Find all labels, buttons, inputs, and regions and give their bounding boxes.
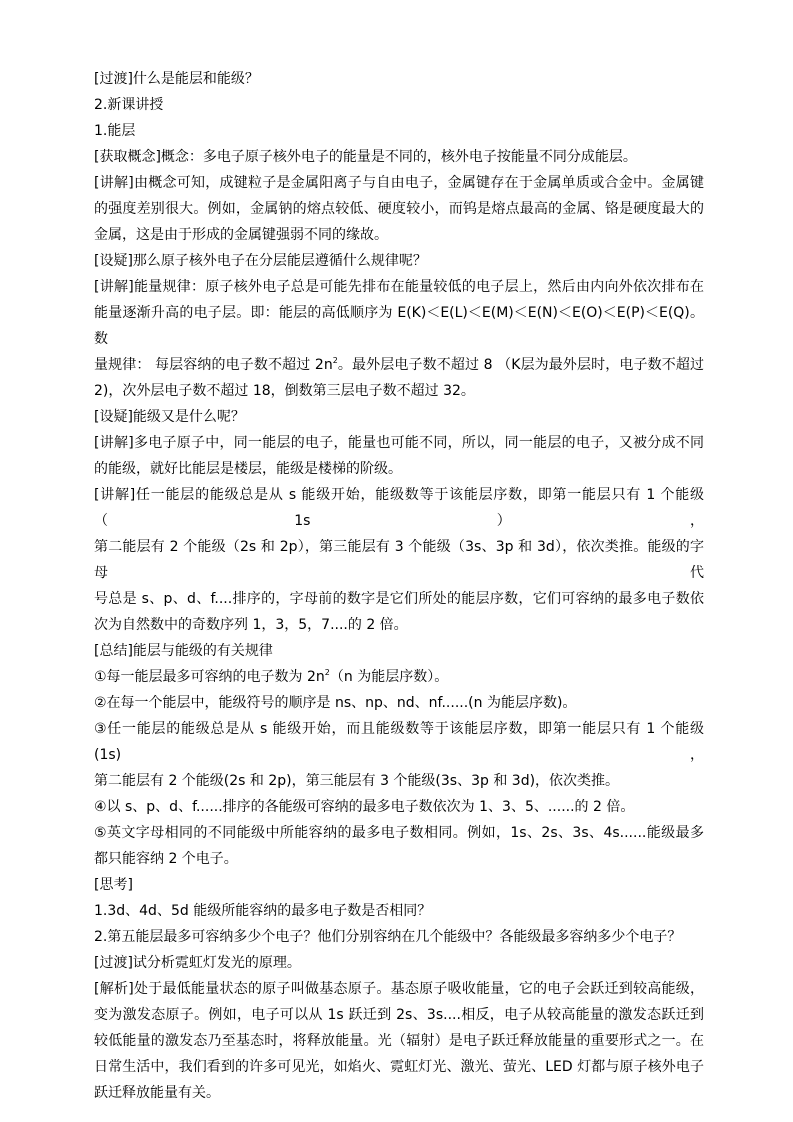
rule-item: ④以 s、p、d、f......排序的各能级可容纳的最多电子数依次为 1、3、5、......的 2 倍。 xyxy=(94,799,635,815)
explain-line: 的能级，就好比能层是楼层，能级是楼梯的阶级。 xyxy=(94,461,402,477)
section-heading: 2.新课讲授 xyxy=(94,97,164,113)
text-run: ①每一能层最多可容纳的电子数为 2n xyxy=(94,669,325,685)
subsection-heading: 1.能层 xyxy=(94,123,136,139)
text-run: 。最外层电子数不超过 8 （K层为最外层时，电子数不超过 xyxy=(337,357,704,373)
text-run: 量规律： 每层容纳的电子数不超过 2n xyxy=(94,357,333,373)
think-heading: [思考] xyxy=(94,877,133,893)
rule-item: 第二能层有 2 个能级(2s 和 2p)，第三能层有 3 个能级(3s、3p 和 3d)，依次类推。 xyxy=(94,773,620,789)
explain-line: 次为自然数中的奇数序列 1，3，5，7....的 2 倍。 xyxy=(94,617,408,633)
explain-line: 的强度差别很大。例如，金属钠的熔点较低、硬度较小，而钨是熔点最高的金属、铬是硬度最大的 xyxy=(94,201,704,217)
transition-line: [过渡]试分析霓虹灯发光的原理。 xyxy=(94,955,301,971)
explain-line: [讲解]多电子原子中，同一能层的电子，能量也可能不同，所以，同一能层的电子，又被分成不同 xyxy=(94,435,704,451)
analysis-line: [解析]处于最低能量状态的原子叫做基态原子。基态原子吸收能量，它的电子会跃迁到较高能级， xyxy=(94,981,704,997)
rule-item xyxy=(94,664,704,690)
explain-line: 金属，这是由于形成的金属键强弱不同的缘故。 xyxy=(94,227,388,243)
rule-item: ③任一能层的能级总是从 s 能级开始，而且能级数等于该能层序数，即第一能层只有 1 个能级(1s)， xyxy=(94,721,704,763)
rule-item: 都只能容纳 2 个电子。 xyxy=(94,851,238,867)
explain-line: 号总是 s、p、d、f....排序的，字母前的数字是它们所处的能层序数，它们可容纳的最多电子数依 xyxy=(94,591,704,607)
transition-question: [过渡]什么是能层和能级？ xyxy=(94,71,259,87)
document-body xyxy=(94,66,704,1106)
explain-line: 第二能层有 2 个能级（2s 和 2p），第三能层有 3 个能级（3s、3p 和 3d），依次类推。能级的字母代 xyxy=(94,539,704,581)
analysis-line: 跃迁释放能量有关。 xyxy=(94,1085,220,1101)
question-line: [设疑]能级又是什么呢？ xyxy=(94,409,245,425)
rule-item: ②在每一个能层中，能级符号的顺序是 ns、np、nd、nf......(n 为能层序数)。 xyxy=(94,695,577,711)
think-question: 1.3d、4d、5d 能级所能容纳的最多电子数是否相同？ xyxy=(94,903,432,919)
analysis-line: 较低能量的激发态乃至基态时，将释放能量。光（辐射）是电子跃迁释放能量的重要形式之一。在 xyxy=(94,1033,704,1049)
explain-line: [讲解]任一能层的能级总是从 s 能级开始，能级数等于该能层序数，即第一能层只有 1 个能级（1s）， xyxy=(94,487,704,529)
think-question: 2.第五能层最多可容纳多少个电子？他们分别容纳在几个能级中？各能级最多容纳多少个电子？ xyxy=(94,929,682,945)
superscript: 2 xyxy=(324,668,330,677)
explain-line: 能量逐渐升高的电子层。即：能层的高低顺序为 E(K)＜E(L)＜E(M)＜E(N)＜E(O)＜E(P)＜E(Q)。数 xyxy=(94,305,704,347)
analysis-line: 变为激发态原子。例如，电子可以从 1s 跃迁到 2s、3s....相反，电子从较高能量的激发态跃迁到 xyxy=(94,1007,704,1023)
explain-line: [讲解]由概念可知，成键粒子是金属阳离子与自由电子，金属键存在于金属单质或合金中。金属键 xyxy=(94,175,704,191)
analysis-line: 日常生活中，我们看到的许多可见光，如焰火、霓虹灯光、激光、萤光、LED 灯都与原子核外电子 xyxy=(94,1059,704,1075)
explain-line: [讲解]能量规律：原子核外电子总是可能先排布在能量较低的电子层上，然后由内向外依次排布在 xyxy=(94,279,704,295)
concept-paragraph: [获取概念]概念：多电子原子核外电子的能量是不同的，核外电子按能量不同分成能层。 xyxy=(94,149,637,165)
summary-heading: [总结]能层与能级的有关规律 xyxy=(94,643,273,659)
explain-line xyxy=(94,352,704,378)
question-line: [设疑]那么原子核外电子在分层能层遵循什么规律呢？ xyxy=(94,253,427,269)
text-run: （n 为能层序数）。 xyxy=(329,669,449,685)
superscript: 2 xyxy=(332,356,338,365)
rule-item: ⑤英文字母相同的不同能级中所能容纳的最多电子数相同。例如，1s、2s、3s、4s......能级最多 xyxy=(94,825,704,841)
explain-line: 2)，次外层电子数不超过 18，倒数第三层电子数不超过 32。 xyxy=(94,383,475,399)
